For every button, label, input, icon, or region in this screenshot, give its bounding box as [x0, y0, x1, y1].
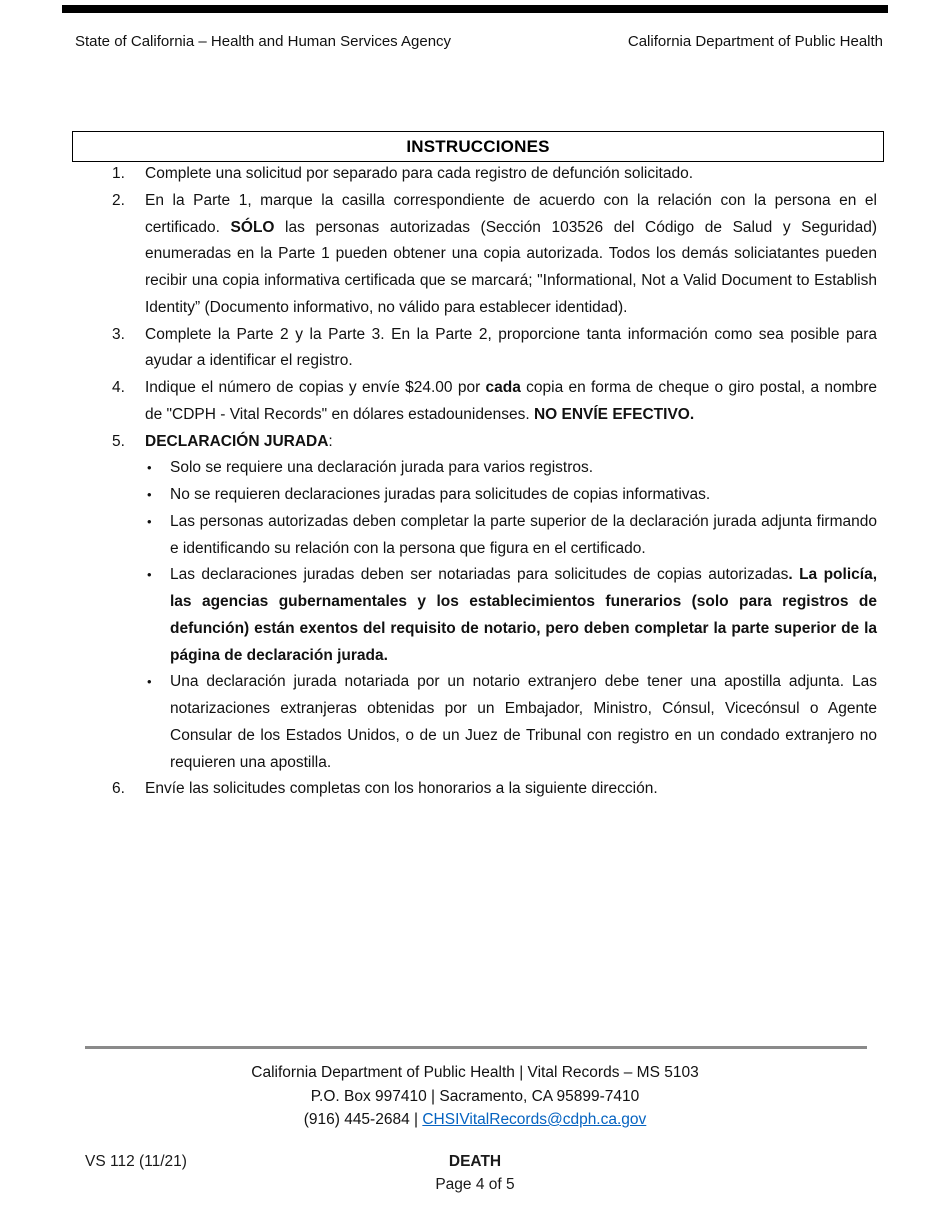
item-number: 6. — [112, 780, 125, 798]
item-number: 1. — [112, 165, 125, 182]
item-number: 2. — [112, 191, 125, 209]
letterhead — [75, 33, 883, 50]
bullet-text: Las declaraciones juradas deben ser notariadas para solicitudes de copias autorizadas. La policía, las agencias gubernamentales y los establecimientos funerarios (solo para registros de defunción) están exentos del requisito de notario, pero deben completar la parte superior de la página de declaración jurada. — [170, 566, 877, 664]
instruction-item-6 — [112, 776, 877, 803]
instruction-item-3 — [112, 322, 877, 376]
header-agency-right: California Department of Public Health — [627, 33, 883, 50]
footer-address-line: P.O. Box 997410 | Sacramento, CA 95899-7410 — [310, 1087, 640, 1105]
doc-type-label: DEATH — [448, 1153, 502, 1170]
item-text: Complete la Parte 2 y la Parte 3. En la Parte 2, proporcione tanta información como sea posible para ayudar a identificar el registro. — [145, 325, 877, 370]
item-text: Envíe las solicitudes completas con los honorarios a la siguiente dirección. — [145, 780, 658, 798]
instruction-item-4 — [112, 375, 877, 429]
bullet-text: Solo se requiere una declaración jurada para varios registros. — [170, 459, 594, 477]
bullet-icon: • — [147, 567, 152, 583]
bullet-text: Una declaración jurada notariada por un notario extranjero debe tener una apostilla adjunta. Las notarizaciones extranjeras obtenidas por un Embajador, Ministro, Cónsul, Vicecónsul o Agente Consular de los Estados Unidos, o de un Juez de Tribunal con registro en un condado extranjero no requieren una apostilla. — [170, 673, 877, 771]
item-number: 4. — [112, 379, 125, 396]
instruction-list — [112, 161, 877, 803]
footer-phone: (916) 445-2684 | — [303, 1111, 423, 1128]
bullet-icon: • — [147, 460, 152, 476]
form-number: VS 112 (11/21) — [85, 1153, 187, 1170]
bullet-item-4 — [147, 562, 877, 669]
letterhead-bar — [62, 5, 888, 13]
bullet-icon: • — [147, 674, 152, 690]
email-link[interactable]: CHSIVitalRecords@cdph.ca.gov — [422, 1111, 647, 1128]
item-text: Indique el número de copias y envíe $24.00 por cada copia en forma de cheque o giro postal, a nombre de "CDPH - Vital Records" en dólares estadounidenses. NO ENVÍE EFECTIVO. — [145, 379, 877, 423]
instructions-title-box — [72, 131, 884, 162]
footer-dept-line: California Department of Public Health | Vital Records – MS 5103 — [251, 1064, 699, 1081]
instruction-item-5 — [112, 429, 877, 777]
instruction-item-1 — [112, 161, 877, 188]
bullet-icon: • — [147, 513, 152, 529]
page-number: Page 4 of 5 — [435, 1176, 515, 1193]
bullet-item-1 — [147, 455, 877, 482]
item-number: 5. — [112, 432, 125, 450]
footer-phone-line — [0, 1108, 950, 1132]
sub-bullet-list — [147, 455, 877, 776]
bullet-item-2 — [147, 482, 877, 509]
item-number: 3. — [112, 325, 125, 343]
instruction-item-2 — [112, 188, 877, 322]
bullet-item-5 — [147, 669, 877, 776]
item-text: Complete una solicitud por separado para cada registro de defunción solicitado. — [145, 165, 694, 182]
footer-contact-block — [0, 1061, 950, 1132]
bullet-text: Las personas autorizadas deben completar la parte superior de la declaración jurada adjunta firmando e identificando su relación con la persona que figura en el certificado. — [170, 512, 877, 557]
header-agency-left: State of California – Health and Human Services Agency — [75, 33, 452, 50]
bullet-icon: • — [147, 487, 152, 502]
bullet-text: No se requieren declaraciones juradas para solicitudes de copias informativas. — [170, 486, 711, 503]
item-text: En la Parte 1, marque la casilla correspondiente de acuerdo con la relación con la persona en el certificado. SÓLO las personas autorizadas (Sección 103526 del Código de Salud y Seguridad) enumeradas en la Parte 1 pueden obtener una copia autorizada. Todos los demás soliciatantes pueden recibir una copia informativa certificada que se marcará; "Informational, Not a Valid Document to Establish Identity” (Documento informativo, no válido para establecer identidad). — [145, 191, 877, 316]
page-title: INSTRUCCIONES — [406, 136, 550, 156]
item-text: DECLARACIÓN JURADA: — [145, 432, 333, 450]
footer-divider — [85, 1046, 867, 1049]
bullet-item-3 — [147, 509, 877, 563]
